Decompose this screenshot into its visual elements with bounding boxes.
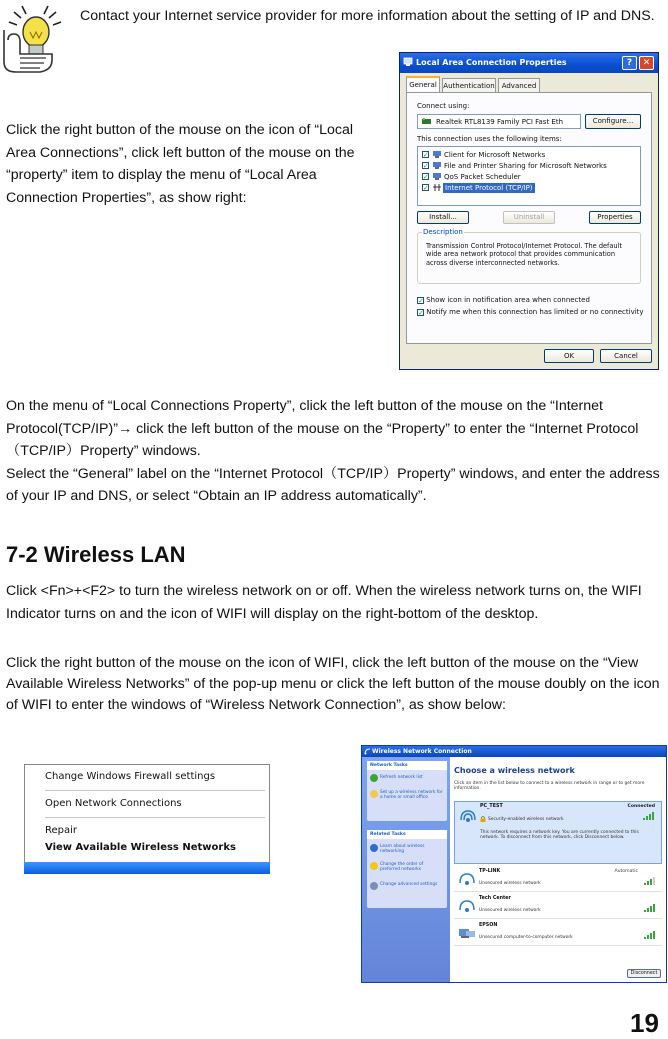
menu-separator <box>45 817 265 818</box>
components-list <box>417 146 641 206</box>
network-adapter-icon <box>422 118 431 125</box>
lan-properties-dialog <box>399 52 659 370</box>
wireless-icon <box>364 748 371 755</box>
ok-button[interactable]: OK <box>544 349 594 363</box>
tab-authentication[interactable]: Authentication <box>442 78 496 92</box>
section-heading: 7-2 Wireless LAN <box>6 542 186 567</box>
menu-item-view-wireless[interactable]: View Available Wireless Networks <box>45 842 236 853</box>
cancel-button[interactable]: Cancel <box>600 349 652 363</box>
computer-icon <box>433 151 441 158</box>
signal-strength-icon <box>644 877 656 885</box>
checkbox-checked-icon[interactable]: ✓ <box>423 173 429 181</box>
dialog-title-bar[interactable] <box>400 53 658 73</box>
notify-option[interactable] <box>417 308 644 316</box>
network-description: Unsecured wireless network <box>479 908 541 913</box>
settings-icon <box>370 882 378 890</box>
instruction-paragraph-2 <box>6 395 666 508</box>
wireless-connection-window <box>361 745 667 983</box>
setup-link[interactable]: Set up a wireless network for a home or small office <box>380 790 443 801</box>
instruction-paragraph-4: Click the right button of the mouse on the icon of WIFI, click the left button of the mouse on the “View Available Wireless Networks” of the pop-up menu or click the left button of the mouse doubly on the icon of WIFI to enter the windows of “Wireless Network Connection”, as show below: <box>6 655 660 713</box>
wireless-heading: Choose a wireless network <box>454 766 575 775</box>
list-item-client[interactable] <box>420 150 560 160</box>
wireless-main-panel <box>450 757 666 982</box>
properties-button[interactable]: Properties <box>589 211 641 224</box>
tip-text: Contact your Internet service provider for more information about the setting of IP and DNS. <box>80 8 655 24</box>
notify-label: Notify me when this connection has limited or no connectivity <box>426 308 644 316</box>
signal-strength-icon <box>644 904 656 912</box>
connect-using-label: Connect using: <box>417 102 470 110</box>
network-name: Tech Center <box>479 896 511 901</box>
tab-advanced[interactable]: Advanced <box>498 78 540 92</box>
wireless-subtitle: Click an item in the list below to connect to a wireless network in range or to get more information. <box>454 781 645 792</box>
wireless-signal-icon <box>457 898 477 914</box>
learn-link[interactable]: Learn about wireless networking <box>380 844 425 855</box>
instruction-paragraph-3: Click <Fn>+<F2> to turn the wireless network on or off. When the wireless network turns on, the WIFI Indicator turns on and the icon of WIFI will display on the right-bottom of the desktop. <box>6 583 642 622</box>
network-icon <box>403 57 413 67</box>
network-status: Connected <box>627 804 655 809</box>
refresh-link[interactable]: Refresh network list <box>380 775 423 780</box>
close-button[interactable]: ✕ <box>639 56 654 70</box>
refresh-icon <box>370 774 378 782</box>
network-tasks-box <box>367 761 447 821</box>
network-name: PC_TEST <box>480 804 503 809</box>
wireless-signal-icon <box>458 808 478 824</box>
menu-separator <box>45 790 265 791</box>
description-text: Transmission Control Protocol/Internet Protocol. The default wide area network protocol that provides communication across diverse interconnected networks. <box>426 242 623 267</box>
related-tasks-box <box>367 830 447 908</box>
checkbox-checked-icon[interactable]: ✓ <box>423 162 429 170</box>
description-title: Description <box>423 228 463 236</box>
instruction-line-1: On the menu of “Local Connections Property”, click the left button of the mouse on the “Internet Protocol(TCP/IP)”→ click the left button of the mouse on the “Property” to enter the “Internet Protocol（TCP/IP）Property” windows. <box>6 398 639 459</box>
list-item-file-sharing[interactable] <box>420 161 620 171</box>
dialog-title: Local Area Connection Properties <box>416 58 567 67</box>
item-label-selected: Internet Protocol (TCP/IP) <box>445 184 533 192</box>
network-name: EPSON <box>479 923 498 928</box>
network-row[interactable] <box>454 921 662 946</box>
uninstall-button[interactable]: Uninstall <box>503 211 555 224</box>
wireless-side-panel <box>362 757 450 982</box>
signal-strength-icon <box>643 812 655 820</box>
network-name: TP-LINK <box>479 869 501 874</box>
setup-icon <box>370 790 378 798</box>
signal-strength-icon <box>644 931 656 939</box>
network-tasks-title: Network Tasks <box>367 761 447 770</box>
wifi-context-menu <box>24 764 270 874</box>
adapter-field <box>417 114 581 129</box>
configure-button[interactable]: Configure... <box>585 114 641 129</box>
show-icon-label: Show icon in notification area when connected <box>426 296 590 304</box>
tab-general[interactable]: General <box>406 76 440 92</box>
taskbar <box>24 862 270 874</box>
list-item-tcpip[interactable] <box>420 183 548 193</box>
network-row[interactable] <box>454 801 662 864</box>
instruction-paragraph-1: Click the right button of the mouse on the icon of “Local Area Connections”, click left button of the mouse on the “property” item to display the menu of “Local Area Connection Properties”, as show right: <box>6 122 355 206</box>
item-label: File and Printer Sharing for Microsoft Networks <box>444 162 607 170</box>
adapter-name: Realtek RTL8139 Family PCI Fast Eth <box>436 118 564 126</box>
lock-icon <box>480 816 486 822</box>
help-button[interactable]: ? <box>622 56 637 70</box>
checkbox-checked-icon[interactable]: ✓ <box>418 296 424 305</box>
list-item-qos[interactable] <box>420 172 540 182</box>
star-icon <box>370 862 378 870</box>
network-description: Security-enabled wireless network <box>488 817 564 822</box>
disconnect-button[interactable]: Disconnect <box>627 969 661 978</box>
computer-icon <box>433 162 441 169</box>
advanced-link[interactable]: Change advanced settings <box>380 882 438 887</box>
network-row[interactable] <box>454 894 662 919</box>
tip-lightbulb-icon <box>0 0 72 76</box>
item-label: QoS Packet Scheduler <box>444 173 521 181</box>
page-number: 19 <box>630 1008 659 1038</box>
order-link[interactable]: Change the order of preferred networks <box>380 862 424 873</box>
instruction-line-2: Select the “General” label on the “Internet Protocol（TCP/IP）Property” windows, and enter the address of your IP and DNS, or select “Obtain an IP address automatically”. <box>6 465 660 504</box>
network-row[interactable] <box>454 867 662 892</box>
menu-item-open-connections[interactable]: Open Network Connections <box>45 798 182 809</box>
item-label: Client for Microsoft Networks <box>444 151 546 159</box>
wireless-signal-icon <box>457 871 477 887</box>
network-description: Unsecured wireless network <box>479 881 541 886</box>
description-group <box>417 228 641 284</box>
checkbox-checked-icon[interactable]: ✓ <box>418 308 424 317</box>
network-status: Automatic <box>614 869 638 874</box>
protocol-icon <box>433 184 441 191</box>
network-detail: This network requires a network key. You are currently connected to this network. To disconnect from this network, click Disconnect below. <box>480 830 639 841</box>
install-button[interactable]: Install... <box>417 211 469 224</box>
menu-item-repair[interactable]: Repair <box>45 825 78 836</box>
related-tasks-title: Related Tasks <box>367 830 447 839</box>
show-icon-option[interactable] <box>417 296 590 304</box>
menu-item-firewall[interactable]: Change Windows Firewall settings <box>45 771 216 782</box>
checkbox-checked-icon[interactable]: ✓ <box>423 184 429 192</box>
checkbox-checked-icon[interactable]: ✓ <box>423 151 429 159</box>
help-info-icon <box>370 844 378 852</box>
wireless-title-bar[interactable] <box>362 746 666 757</box>
computer-icon <box>433 173 441 180</box>
wireless-title: Wireless Network Connection <box>372 748 472 755</box>
network-description: Unsecured computer-to-computer network <box>479 935 573 940</box>
general-tab-panel <box>406 92 652 344</box>
computer-network-icon <box>457 925 477 941</box>
items-label: This connection uses the following items: <box>417 135 562 143</box>
